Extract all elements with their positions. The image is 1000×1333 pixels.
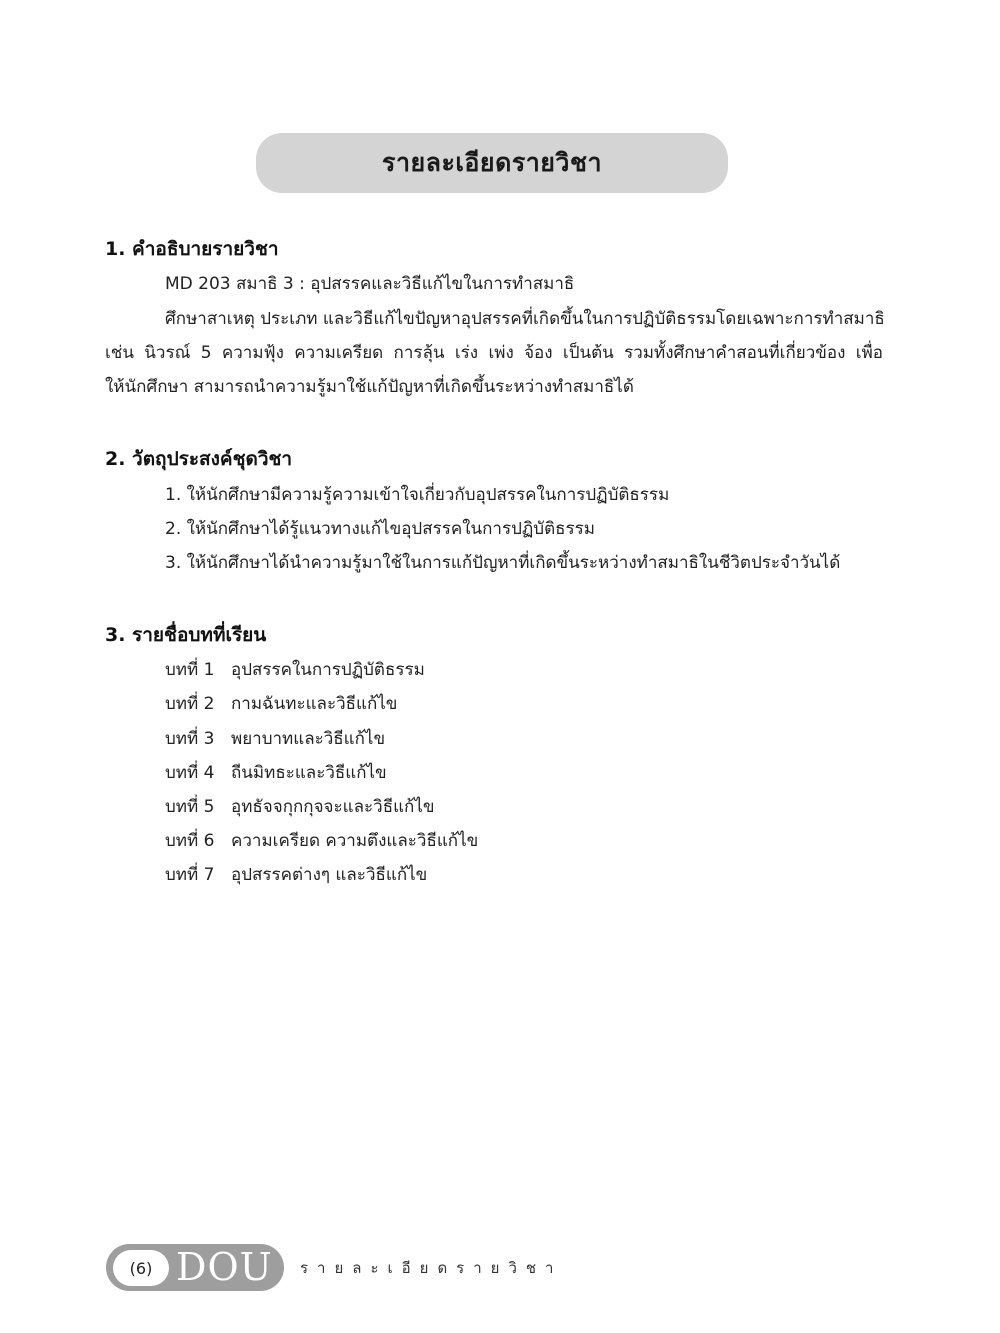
lesson-item xyxy=(165,725,385,752)
dou-logo: DOU xyxy=(176,1245,273,1289)
lesson-item xyxy=(165,793,435,820)
section-2-heading: 2. วัตถุประสงค์ชุดวิชา xyxy=(105,448,293,470)
lesson-number: บทที่ 7 xyxy=(165,865,215,885)
lesson-title: พยาบาทและวิธีแก้ไข xyxy=(231,729,386,749)
page-title: รายละเอียดรายวิชา xyxy=(382,148,602,177)
description-line-3: ให้นักศึกษา สามารถนำความรู้มาใช้แก้ปัญหาที่เกิดขึ้นระหว่างทำสมาธิได้ xyxy=(105,377,634,397)
lesson-number: บทที่ 1 xyxy=(165,660,215,680)
page-number-text: (6) xyxy=(129,1258,153,1278)
course-code-line: MD 203 สมาธิ 3 : อุปสรรคและวิธีแก้ไขในการทำสมาธิ xyxy=(165,274,575,294)
page-title-banner xyxy=(256,133,728,193)
lesson-title: อุปสรรคในการปฏิบัติธรรม xyxy=(231,660,425,680)
lesson-title: ความเครียด ความตึงและวิธีแก้ไข xyxy=(231,831,479,851)
lesson-number: บทที่ 4 xyxy=(165,763,215,783)
lesson-item xyxy=(165,690,397,717)
lesson-title: ถีนมิทธะและวิธีแก้ไข xyxy=(231,763,387,783)
lesson-number: บทที่ 3 xyxy=(165,729,215,749)
lesson-number: บทที่ 5 xyxy=(165,797,215,817)
section-1-heading: 1. คำอธิบายรายวิชา xyxy=(105,238,279,260)
section-3-heading: 3. รายชื่อบทที่เรียน xyxy=(105,624,267,646)
lesson-item xyxy=(165,861,427,888)
footer-running-title: รายละเอียดรายวิชา xyxy=(300,1259,563,1277)
objective-item-3: 3. ให้นักศึกษาได้นำความรู้มาใช้ในการแก้ปัญหาที่เกิดขึ้นระหว่างทำสมาธิในชีวิตประจำวันได้ xyxy=(165,553,841,573)
lesson-number: บทที่ 6 xyxy=(165,831,215,851)
lesson-item xyxy=(165,656,425,683)
objective-item-1: 1. ให้นักศึกษามีความรู้ความเข้าใจเกี่ยวกับอุปสรรคในการปฏิบัติธรรม xyxy=(165,485,670,505)
description-line-2: เช่น นิวรณ์ 5 ความฟุ้ง ความเครียด การลุ้น เร่ง เพ่ง จ้อง เป็นต้น รวมทั้งศึกษาคำสอนที่เกี่ยวข้อง เพื่อ xyxy=(105,343,883,363)
lesson-item xyxy=(165,827,478,854)
lesson-title: อุทธัจจกุกกุจจะและวิธีแก้ไข xyxy=(231,797,435,817)
page-number xyxy=(113,1250,169,1286)
lesson-number: บทที่ 2 xyxy=(165,694,215,714)
lesson-item xyxy=(165,759,387,786)
lesson-title: อุปสรรคต่างๆ และวิธีแก้ไข xyxy=(231,865,428,885)
description-line-1: ศึกษาสาเหตุ ประเภท และวิธีแก้ไขปัญหาอุปสรรคที่เกิดขึ้นในการปฏิบัติธรรมโดยเฉพาะการทำสมาธิ xyxy=(165,309,885,329)
lesson-title: กามฉันทะและวิธีแก้ไข xyxy=(231,694,398,714)
objective-item-2: 2. ให้นักศึกษาได้รู้แนวทางแก้ไขอุปสรรคในการปฏิบัติธรรม xyxy=(165,519,595,539)
